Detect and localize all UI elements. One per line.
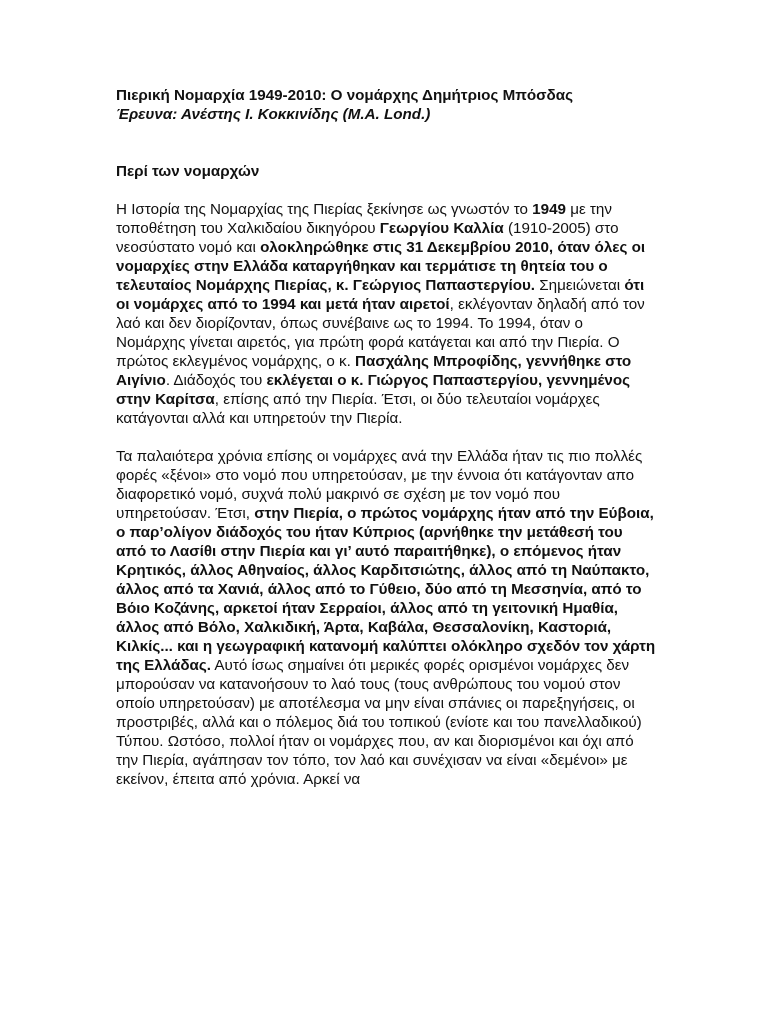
- document-page: [116, 86, 656, 789]
- text-run: με την τοποθέτηση του Χαλκιδαίου δικηγόρου: [116, 201, 612, 237]
- bold-text-run: 1949: [532, 201, 566, 218]
- bold-text-run: στην Πιερία, ο πρώτος νομάρχης ήταν από την Εύβοια, ο παρ’ολίγον διάδοχός του ήταν Κύπριος (αρνήθηκε την μετάθεσή του από το Λασίθι στην Πιερία και γι’ αυτό παραιτήθηκε), ο επόμενος ήταν Κρητικός, άλλος Αθηναίος, άλλος Καρδιτσιώτης, άλλος από τη Ναύπακτο, άλλος από τα Χανιά, άλλος από το Γύθειο, δύο από τη Μεσσηνία, από το Βόιο Κοζάνης, αρκετοί ήταν Σερραίοι, άλλος από τη γειτονική Ημαθία, άλλος από Βόλο, Χαλκιδική, Άρτα, Καβάλα, Θεσσαλονίκη, Καστοριά, Κιλκίς... και η γεωγραφική κατανομή καλύπτει ολόκληρο σχεδόν τον χάρτη της Ελλάδας.: [116, 505, 656, 674]
- bold-text-run: εκλέγεται ο κ. Γιώργος Παπαστεργίου, γεννημένος στην Καρίτσα: [116, 372, 631, 408]
- bold-text-run: Γεωργίου Καλλία: [379, 220, 504, 237]
- bold-text-run: ότι οι νομάρχες από το 1994 και μετά ήταν αιρετοί: [116, 277, 645, 313]
- section-heading: Περί των νομαρχών: [116, 163, 260, 180]
- text-run: Αυτό ίσως σημαίνει ότι μερικές φορές ορισμένοι νομάρχες δεν μπορούσαν να κατανοήσουν το λαό τους (τους ανθρώπους του νομού στον οποίο υπηρετούσαν) με αποτέλεσμα να μην είναι σπάνιες οι παρεξηγήσεις, οι προστριβές, αλλά και ο πόλεμος διά του τοπικού (ενίοτε και του πανελλαδικού) Τύπου. Ωστόσο, πολλοί ήταν οι νομάρχες που, αν και διορισμένοι και όχι από την Πιερία, αγάπησαν τον τόπο, τον λαό και συνέχισαν να είναι «δεμένοι» με εκείνον, έπειτα από χρόνια. Αρκεί να: [116, 657, 642, 788]
- bold-text-run: Πασχάλης Μπροφίδης, γεννήθηκε στο Αιγίνιο: [116, 353, 632, 389]
- paragraph-2: [116, 447, 656, 789]
- text-run: (1910-2005) στο νεοσύστατο νομό και: [116, 220, 619, 256]
- text-run: , εκλέγονταν δηλαδή από τον λαό και δεν διορίζονταν, όπως συνέβαινε ως το 1994. Το 1994, όταν ο Νομάρχης γίνεται αιρετός, για πρώτη φορά κατάγεται και από την Πιερία. Ο πρώτος εκλεγμένος νομάρχης, ο κ.: [116, 296, 645, 370]
- document-subtitle: Έρευνα: Ανέστης Ι. Κοκκινίδης (M.A. Lond.): [116, 106, 431, 123]
- text-run: Η Ιστορία της Νομαρχίας της Πιερίας ξεκίνησε ως γνωστόν το: [116, 201, 533, 218]
- bold-text-run: ολοκληρώθηκε στις 31 Δεκεμβρίου 2010, όταν όλες οι νομαρχίες στην Ελλάδα καταργήθηκαν και τερμάτισε τη θητεία του ο τελευταίος Νομάρχης Πιερίας, κ. Γεώργιος Παπαστεργίου.: [116, 239, 646, 294]
- text-run: Τα παλαιότερα χρόνια επίσης οι νομάρχες ανά την Ελλάδα ήταν τις πιο πολλές φορές «ξένοι» στο νομό που υπηρετούσαν, με την έννοια ότι κατάγονταν απο διαφορετικό νομό, συχνά πολύ μακρινό σε σχέση με τον νομό που υπηρετούσαν. Έτσι,: [116, 448, 643, 522]
- text-run: . Διάδοχός του: [165, 372, 267, 389]
- text-run: , επίσης από την Πιερία. Έτσι, οι δύο τελευταίοι νομάρχες κατάγονται αλλά και υπηρετούν την Πιερία.: [116, 391, 600, 427]
- document-title: Πιερική Νομαρχία 1949-2010: Ο νομάρχης Δημήτριος Μπόσδας: [116, 87, 573, 104]
- text-run: Σημειώνεται: [535, 277, 625, 294]
- paragraph-1: [116, 200, 656, 428]
